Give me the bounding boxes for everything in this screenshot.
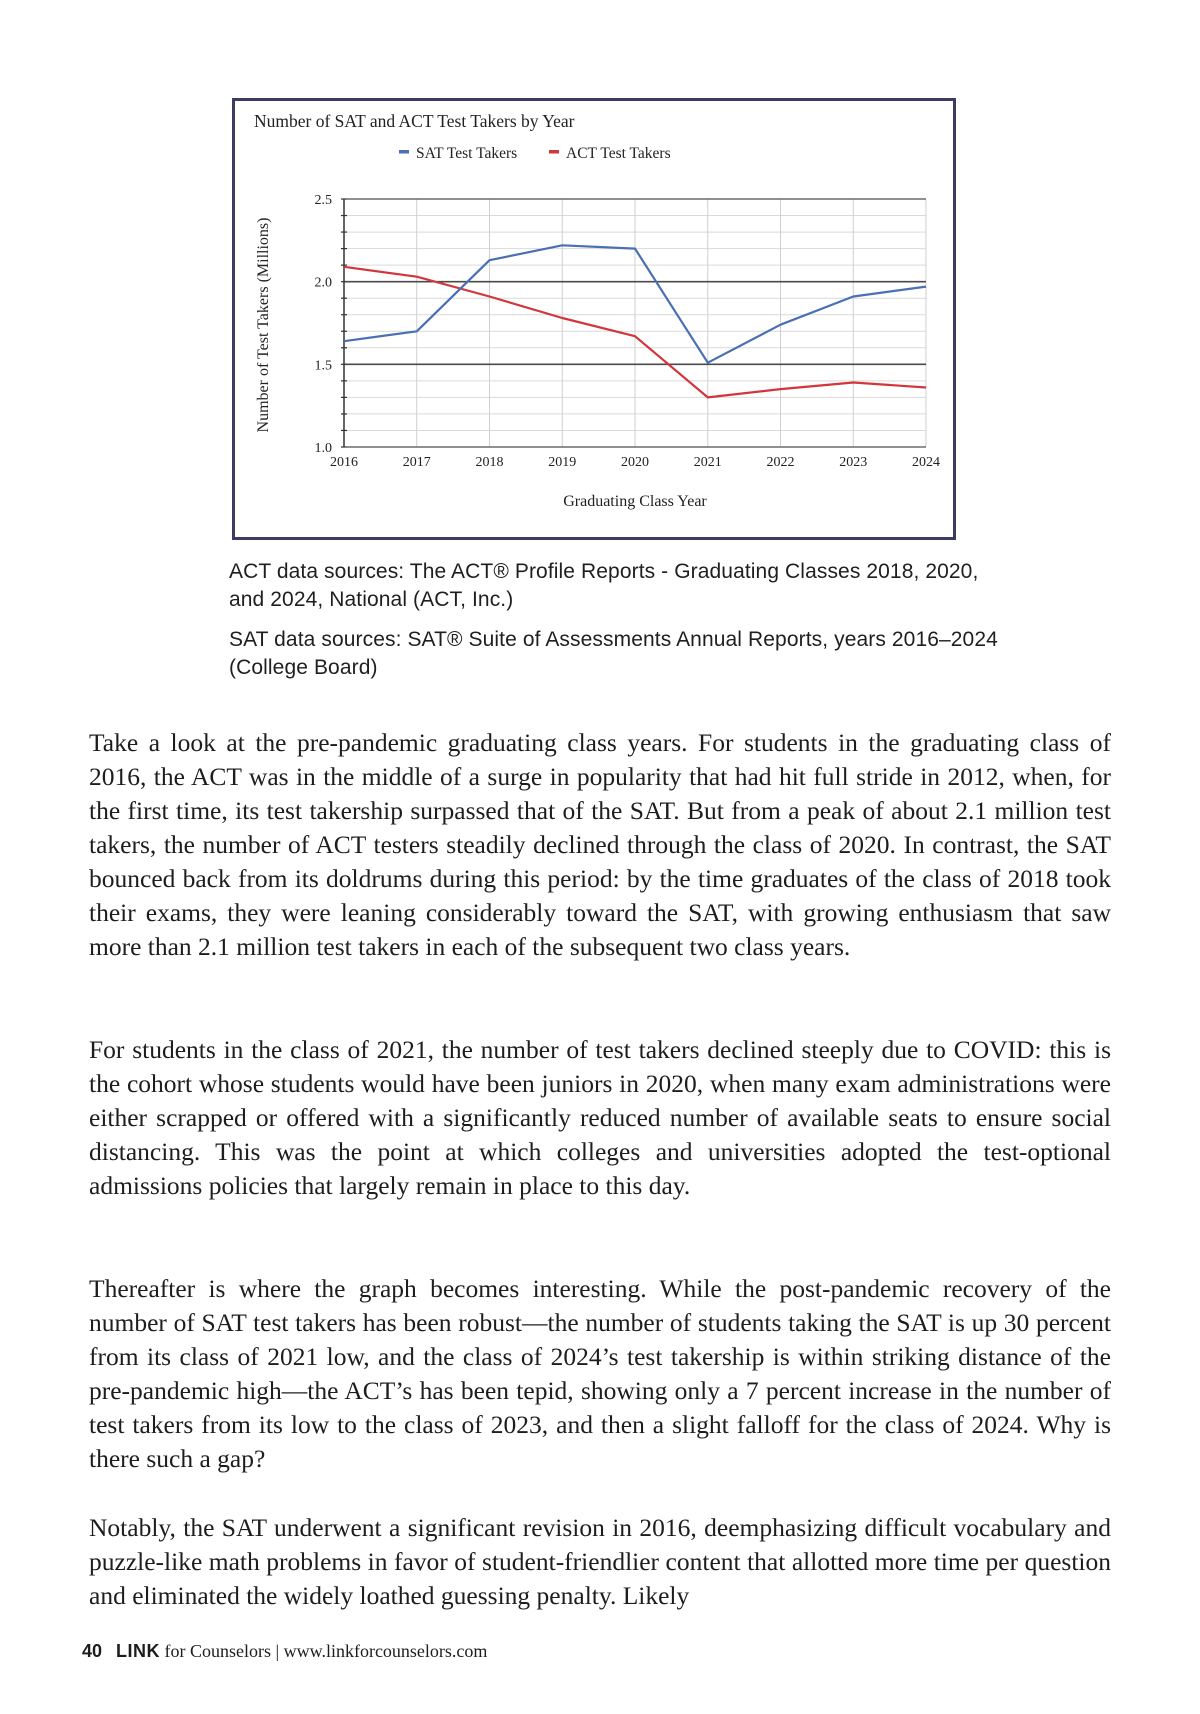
article-paragraph: Take a look at the pre-pandemic graduating class years. For students in the graduating class of 2016, the ACT was in the middle of a surge in popularity that had hit full stride in 2012, when, for the first time, its test takership surpassed that of the SAT. But from a peak of about 2.1 million test takers, the number of ACT testers steadily declined through the class of 2020. In contrast, the SAT bounced back from its doldrums during this period: by the time graduates of the class of 2018 took their exams, they were leaning considerably toward the SAT, with growing enthusiasm that saw more than 2.1 million test takers in each of the subsequent two class years. [89,728,1111,961]
x-tick-label: 2022 [766,455,795,470]
publication-url: for Counselors | www.linkforcounselors.com [160,1641,488,1661]
sat-sources-caption: SAT data sources: SAT® Suite of Assessments Annual Reports, years 2016–2024 (College Board) [229,628,998,679]
legend-label: ACT Test Takers [566,145,671,162]
page-number: 40 [82,1641,103,1661]
x-tick-label: 2017 [402,455,431,470]
legend-item [399,145,517,162]
act-sources-caption: ACT data sources: The ACT® Profile Reports - Graduating Classes 2018, 2020, and 2024, National (ACT, Inc.) [229,560,979,611]
y-tick-label: 2.5 [314,193,332,208]
x-tick-label: 2021 [693,455,722,470]
chart-title: Number of SAT and ACT Test Takers by Year [254,111,575,131]
x-axis [330,455,940,470]
y-axis [315,193,345,456]
article-paragraph: Thereafter is where the graph becomes interesting. While the post-pandemic recovery of the number of SAT test takers has been robust—the number of students taking the SAT is up 30 percent from its class of 2021 low, and the class of 2024’s test takership is within striking distance of the pre-pandemic high—the ACT’s has been tepid, showing only a 7 percent increase in the number of test takers from its low to the class of 2023, and then a slight falloff for the class of 2024. Why is there such a gap? [89,1274,1111,1473]
minor-gridlines [341,199,926,447]
vertical-gridlines [344,199,926,447]
chart-frame [232,98,956,540]
page-footer [82,1640,487,1662]
publication-brand: LINK [116,1641,161,1661]
x-tick-label: 2018 [475,455,504,470]
legend-item [549,145,671,162]
article-paragraph: Notably, the SAT underwent a significant revision in 2016, deemphasizing difficult vocabulary and puzzle-like math problems in favor of student-friendlier content that allotted more time per question and eliminated the widely loathed guessing penalty. Likely [89,1513,1111,1610]
x-tick-label: 2020 [621,455,649,470]
x-tick-label: 2023 [839,455,868,470]
y-tick-label: 1.0 [314,441,332,456]
x-tick-label: 2019 [548,455,577,470]
legend-swatch-icon [549,150,559,154]
legend-label: SAT Test Takers [416,145,518,162]
article-paragraph: For students in the class of 2021, the number of test takers declined steeply due to COVID: this is the cohort whose students would have been juniors in 2020, when many exam administrations were either scrapped or offered with a significantly reduced number of available seats to ensure social distancing. This was the point at which colleges and universities adopted the test-optional admissions policies that largely remain in place to this day. [89,1035,1111,1200]
x-axis-label: Graduating Class Year [563,493,707,510]
chart-legend [399,145,671,162]
legend-swatch-icon [399,150,409,154]
x-tick-label: 2016 [330,455,358,470]
y-tick-label: 1.5 [314,358,332,374]
y-tick-label: 2.0 [314,275,332,291]
y-axis-label: Number of Test Takers (Millions) [255,217,272,433]
line-chart [235,101,953,537]
x-tick-label: 2024 [912,455,940,470]
